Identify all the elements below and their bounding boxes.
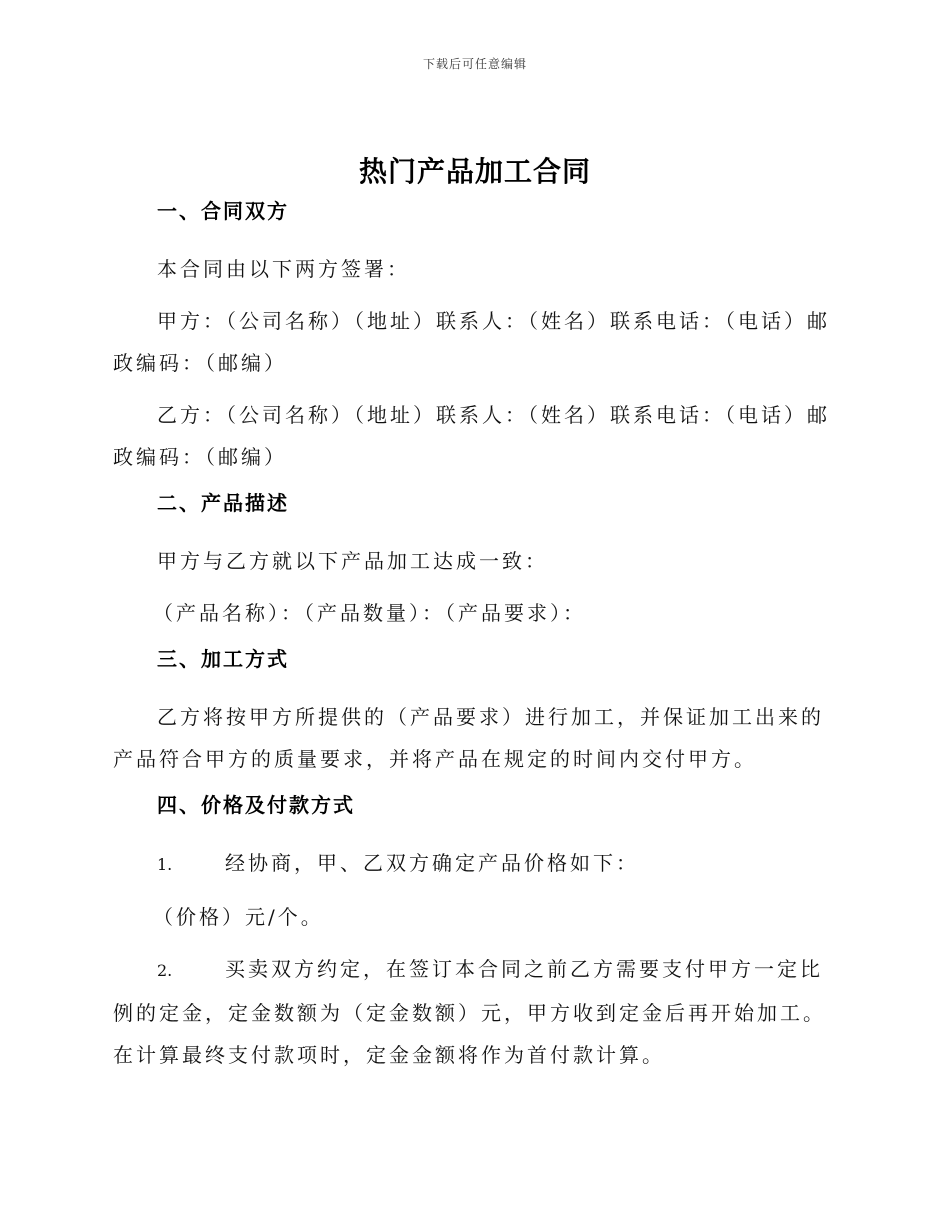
party-b-info: 乙方：（公司名称）（地址）联系人：（姓名）联系电话：（电话）邮政编码：（邮编） (113, 403, 830, 469)
header-note: 下载后可任意编辑 (422, 57, 527, 71)
payment-item-2-text: 买卖双方约定，在签订本合同之前乙方需要支付甲方一定比例的定金，定金数额为（定金数额）元，甲方收到定金后再开始加工。在计算最终支付款项时，定金金额将作为首付款计算。 (113, 957, 826, 1067)
document-title: 热门产品加工合同 (358, 155, 591, 188)
section-heading-payment: 四、价格及付款方式 (157, 793, 355, 817)
party-a-info: 甲方：（公司名称）（地址）联系人：（姓名）联系电话：（电话）邮政编码：（邮编） (113, 309, 830, 375)
processing-text: 乙方将按甲方所提供的（产品要求）进行加工，并保证加工出来的产品符合甲方的质量要求，并将产品在规定的时间内交付甲方。 (113, 705, 824, 771)
payment-item-1-number: 1. (157, 855, 173, 874)
price-line: （价格）元/个。 (153, 905, 324, 929)
payment-item-1 (113, 842, 835, 886)
parties-intro: 本合同由以下两方签署： (157, 257, 410, 281)
payment-item-1-text: 经协商，甲、乙双方确定产品价格如下： (225, 851, 639, 875)
section-heading-parties: 一、合同双方 (157, 199, 289, 223)
product-fields: （产品名称）：（产品数量）：（产品要求）： (153, 601, 586, 625)
document-body (113, 196, 835, 1086)
payment-item-2 (113, 948, 835, 1076)
payment-item-2-number: 2. (157, 961, 173, 980)
section-heading-processing: 三、加工方式 (157, 647, 289, 671)
product-intro: 甲方与乙方就以下产品加工达成一致： (157, 549, 548, 573)
section-heading-product: 二、产品描述 (157, 491, 289, 515)
